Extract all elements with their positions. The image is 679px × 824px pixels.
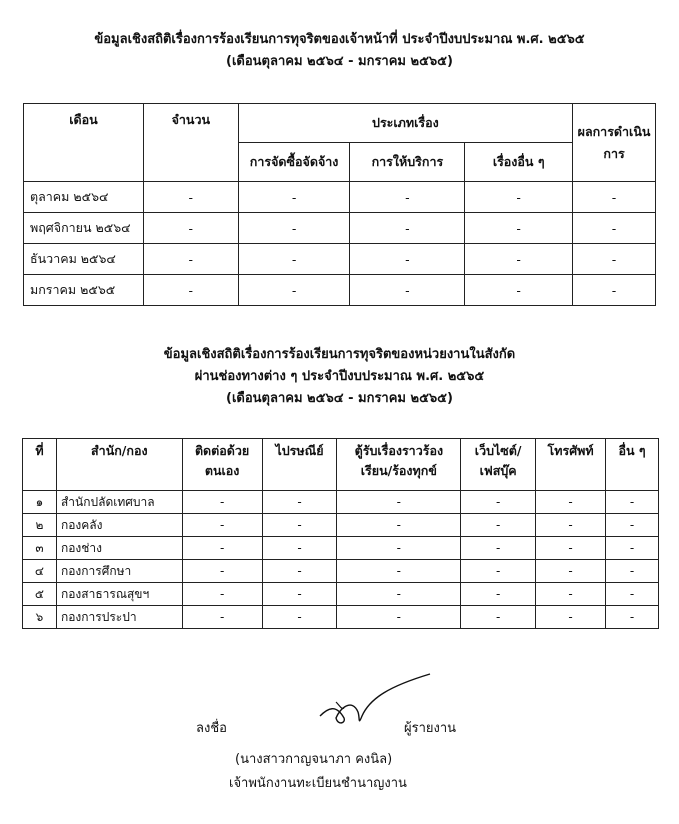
reporter-role: ผู้รายงาน bbox=[404, 721, 457, 736]
header-web: เว็บไซต์/เฟสบุ๊ค bbox=[461, 439, 536, 491]
cell-in-person: - bbox=[182, 514, 262, 537]
cell-result: - bbox=[573, 182, 656, 213]
header-no: ที่ bbox=[23, 439, 57, 491]
cell-office: กองช่าง bbox=[56, 537, 182, 560]
cell-count: - bbox=[143, 213, 238, 244]
cell-post: - bbox=[262, 583, 337, 606]
section2-title-line1: ข้อมูลเชิงสถิติเรื่องการร้องเรียนการทุจริตของหน่วยงานในสังกัด bbox=[163, 347, 516, 362]
table-row bbox=[23, 606, 659, 629]
cell-office: กองการศึกษา bbox=[56, 560, 182, 583]
cell-procurement: - bbox=[238, 182, 350, 213]
cell-post: - bbox=[262, 537, 337, 560]
cell-office: สำนักปลัดเทศบาล bbox=[56, 491, 182, 514]
header-type: ประเภทเรื่อง bbox=[238, 104, 572, 143]
cell-result: - bbox=[573, 244, 656, 275]
cell-box: - bbox=[337, 514, 461, 537]
cell-phone: - bbox=[536, 491, 606, 514]
table-row bbox=[23, 583, 659, 606]
cell-in-person: - bbox=[182, 583, 262, 606]
cell-other: - bbox=[606, 491, 659, 514]
cell-phone: - bbox=[536, 583, 606, 606]
header-box: ตู้รับเรื่องราวร้องเรียน/ร้องทุกข์ bbox=[337, 439, 461, 491]
cell-box: - bbox=[337, 537, 461, 560]
cell-month: มกราคม ๒๕๖๕ bbox=[24, 275, 144, 306]
cell-in-person: - bbox=[182, 537, 262, 560]
cell-count: - bbox=[143, 244, 238, 275]
cell-web: - bbox=[461, 583, 536, 606]
complaint-type-table bbox=[23, 103, 656, 306]
cell-service: - bbox=[350, 213, 465, 244]
cell-other: - bbox=[606, 606, 659, 629]
cell-service: - bbox=[350, 275, 465, 306]
table-row bbox=[23, 560, 659, 583]
cell-other: - bbox=[606, 583, 659, 606]
cell-result: - bbox=[573, 275, 656, 306]
cell-no: ๕ bbox=[23, 583, 57, 606]
cell-no: ๓ bbox=[23, 537, 57, 560]
header-other: เรื่องอื่น ๆ bbox=[465, 143, 573, 182]
cell-web: - bbox=[461, 560, 536, 583]
cell-month: ธันวาคม ๒๕๖๔ bbox=[24, 244, 144, 275]
cell-box: - bbox=[337, 583, 461, 606]
header-service: การให้บริการ bbox=[350, 143, 465, 182]
table-row bbox=[24, 275, 656, 306]
cell-phone: - bbox=[536, 537, 606, 560]
cell-post: - bbox=[262, 560, 337, 583]
section2-title-line3: (เดือนตุลาคม ๒๕๖๔ - มกราคม ๒๕๖๕) bbox=[226, 391, 453, 406]
header-result: ผลการดำเนินการ bbox=[573, 104, 656, 182]
cell-count: - bbox=[143, 182, 238, 213]
cell-other: - bbox=[465, 275, 573, 306]
table-row bbox=[24, 213, 656, 244]
cell-other: - bbox=[465, 244, 573, 275]
cell-in-person: - bbox=[182, 560, 262, 583]
header-count: จำนวน bbox=[143, 104, 238, 182]
cell-office: กองคลัง bbox=[56, 514, 182, 537]
cell-phone: - bbox=[536, 606, 606, 629]
cell-procurement: - bbox=[238, 244, 350, 275]
header-post: ไปรษณีย์ bbox=[262, 439, 337, 491]
cell-no: ๖ bbox=[23, 606, 57, 629]
sign-label: ลงชื่อ bbox=[196, 721, 227, 736]
cell-box: - bbox=[337, 560, 461, 583]
section2-title-line2: ผ่านช่องทางต่าง ๆ ประจำปีงบประมาณ พ.ศ. ๒๕๖๕ bbox=[194, 369, 485, 384]
cell-other: - bbox=[606, 560, 659, 583]
cell-other: - bbox=[606, 537, 659, 560]
cell-other: - bbox=[465, 182, 573, 213]
header-in-person: ติดต่อด้วยตนเอง bbox=[182, 439, 262, 491]
signer-name: (นางสาวกาญจนาภา คงนิล) bbox=[235, 752, 393, 767]
cell-other: - bbox=[465, 213, 573, 244]
cell-no: ๔ bbox=[23, 560, 57, 583]
cell-other: - bbox=[606, 514, 659, 537]
signer-position: เจ้าพนักงานทะเบียนชำนาญงาน bbox=[229, 776, 407, 791]
cell-box: - bbox=[337, 491, 461, 514]
cell-post: - bbox=[262, 514, 337, 537]
table-row bbox=[24, 182, 656, 213]
cell-no: ๑ bbox=[23, 491, 57, 514]
table-row bbox=[24, 244, 656, 275]
cell-procurement: - bbox=[238, 213, 350, 244]
signature-line bbox=[196, 717, 457, 738]
table-row bbox=[23, 514, 659, 537]
cell-box: - bbox=[337, 606, 461, 629]
table-row bbox=[23, 491, 659, 514]
cell-service: - bbox=[350, 244, 465, 275]
cell-web: - bbox=[461, 537, 536, 560]
cell-phone: - bbox=[536, 514, 606, 537]
cell-web: - bbox=[461, 491, 536, 514]
cell-office: กองสาธารณสุขฯ bbox=[56, 583, 182, 606]
cell-in-person: - bbox=[182, 491, 262, 514]
header-office: สำนัก/กอง bbox=[56, 439, 182, 491]
cell-service: - bbox=[350, 182, 465, 213]
cell-result: - bbox=[573, 213, 656, 244]
cell-month: พฤศจิกายน ๒๕๖๔ bbox=[24, 213, 144, 244]
header-procurement: การจัดซื้อจัดจ้าง bbox=[238, 143, 350, 182]
header-other-channel: อื่น ๆ bbox=[606, 439, 659, 491]
section1-title-line2: (เดือนตุลาคม ๒๕๖๔ - มกราคม ๒๕๖๕) bbox=[226, 54, 453, 69]
cell-phone: - bbox=[536, 560, 606, 583]
cell-web: - bbox=[461, 606, 536, 629]
cell-office: กองการประปา bbox=[56, 606, 182, 629]
cell-post: - bbox=[262, 606, 337, 629]
cell-in-person: - bbox=[182, 606, 262, 629]
cell-no: ๒ bbox=[23, 514, 57, 537]
cell-count: - bbox=[143, 275, 238, 306]
cell-post: - bbox=[262, 491, 337, 514]
cell-procurement: - bbox=[238, 275, 350, 306]
cell-web: - bbox=[461, 514, 536, 537]
complaint-channel-table bbox=[22, 438, 659, 629]
header-month: เดือน bbox=[24, 104, 144, 182]
section1-title-line1: ข้อมูลเชิงสถิติเรื่องการร้องเรียนการทุจริตของเจ้าหน้าที่ ประจำปีงบประมาณ พ.ศ. ๒๕๖๕ bbox=[94, 32, 585, 47]
header-phone: โทรศัพท์ bbox=[536, 439, 606, 491]
table-row bbox=[23, 537, 659, 560]
cell-month: ตุลาคม ๒๕๖๔ bbox=[24, 182, 144, 213]
